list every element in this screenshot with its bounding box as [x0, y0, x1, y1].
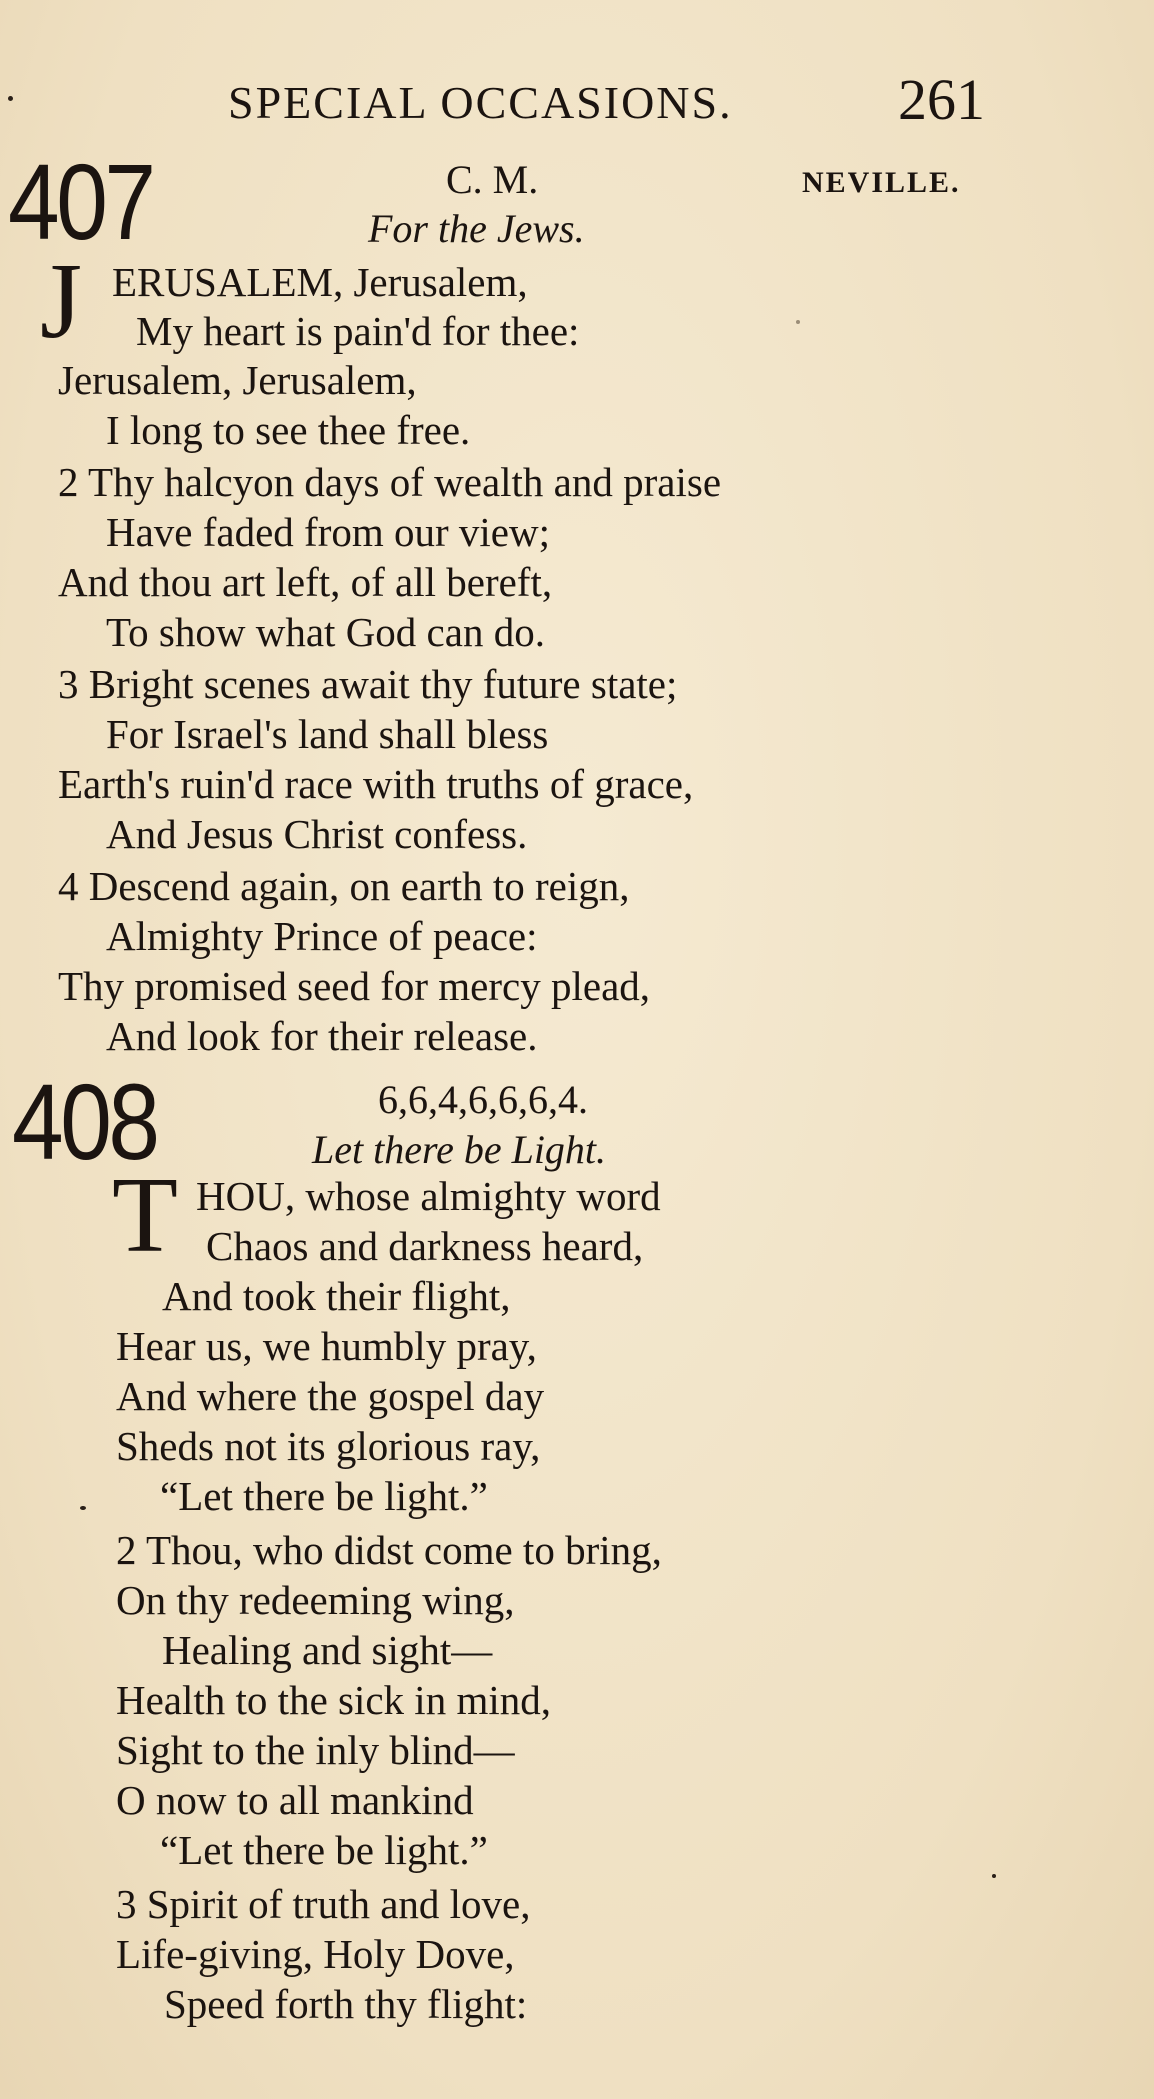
hymn-408-subtitle: Let there be Light.	[312, 1127, 607, 1172]
hymn-407-line: Jerusalem, Jerusalem,	[58, 357, 417, 403]
running-header: SPECIAL OCCASIONS.	[228, 77, 733, 128]
hymn-407-line: Earth's ruin'd race with truths of grace,	[58, 761, 694, 807]
hymn-407-tune: NEVILLE.	[802, 166, 961, 199]
print-speck	[80, 1506, 86, 1510]
page-number: 261	[898, 67, 985, 132]
hymn-408-line: Speed forth thy flight:	[164, 1981, 528, 2027]
hymn-408-line: Health to the sick in mind,	[116, 1677, 551, 1723]
hymn-408-meter: 6,6,4,6,6,6,4.	[378, 1077, 588, 1122]
hymn-407-meter: C. M.	[446, 157, 539, 202]
hymn-408-line: “Let there be light.”	[160, 1473, 488, 1519]
hymn-number-408: 408	[12, 1061, 157, 1182]
hymn-407-line: Almighty Prince of peace:	[106, 913, 538, 959]
hymn-407-line: ERUSALEM, Jerusalem,	[112, 259, 528, 305]
hymn-407-line: Have faded from our view;	[106, 509, 550, 555]
hymn-407-subtitle: For the Jews.	[368, 206, 585, 251]
print-speck	[992, 1874, 996, 1878]
hymn-408-line: O now to all mankind	[116, 1777, 474, 1823]
hymn-408-line: HOU, whose almighty word	[196, 1173, 661, 1219]
hymn-407-line: Thy promised seed for mercy plead,	[58, 963, 651, 1009]
hymn-408-line: And took their flight,	[162, 1273, 511, 1319]
hymn-408-line: Healing and sight—	[162, 1627, 493, 1673]
hymn-408-line: On thy redeeming wing,	[116, 1577, 515, 1623]
hymn-408-line: Life-giving, Holy Dove,	[116, 1931, 515, 1977]
hymn-408-line: And where the gospel day	[116, 1373, 545, 1419]
hymn-408-line: Sheds not its glorious ray,	[116, 1423, 541, 1469]
hymn-407-dropcap: J	[40, 242, 83, 361]
hymn-408-line: Sight to the inly blind—	[116, 1727, 515, 1773]
hymn-407-line: I long to see thee free.	[106, 407, 471, 453]
hymn-407-line: 3 Bright scenes await thy future state;	[58, 661, 678, 707]
hymn-408-dropcap: T	[112, 1156, 178, 1275]
hymn-number-407: 407	[8, 141, 153, 262]
print-speck	[796, 320, 800, 324]
hymn-408-line: 3 Spirit of truth and love,	[116, 1881, 531, 1927]
print-speck	[8, 96, 13, 101]
hymn-407-line: 2 Thy halcyon days of wealth and praise	[58, 459, 722, 505]
hymn-407-line: To show what God can do.	[106, 609, 545, 655]
hymn-408-line: Hear us, we humbly pray,	[116, 1323, 537, 1369]
hymn-408-line: Chaos and darkness heard,	[206, 1223, 644, 1269]
hymn-408-line: 2 Thou, who didst come to bring,	[116, 1527, 662, 1573]
hymn-408-line: “Let there be light.”	[160, 1827, 488, 1873]
hymn-407-line: 4 Descend again, on earth to reign,	[58, 863, 630, 909]
hymn-407-line: And Jesus Christ confess.	[106, 811, 528, 857]
hymn-407-line: And look for their release.	[106, 1013, 538, 1059]
hymn-407-line: For Israel's land shall bless	[106, 711, 549, 757]
hymn-407-line: My heart is pain'd for thee:	[136, 308, 580, 354]
hymn-407-line: And thou art left, of all bereft,	[58, 559, 553, 605]
